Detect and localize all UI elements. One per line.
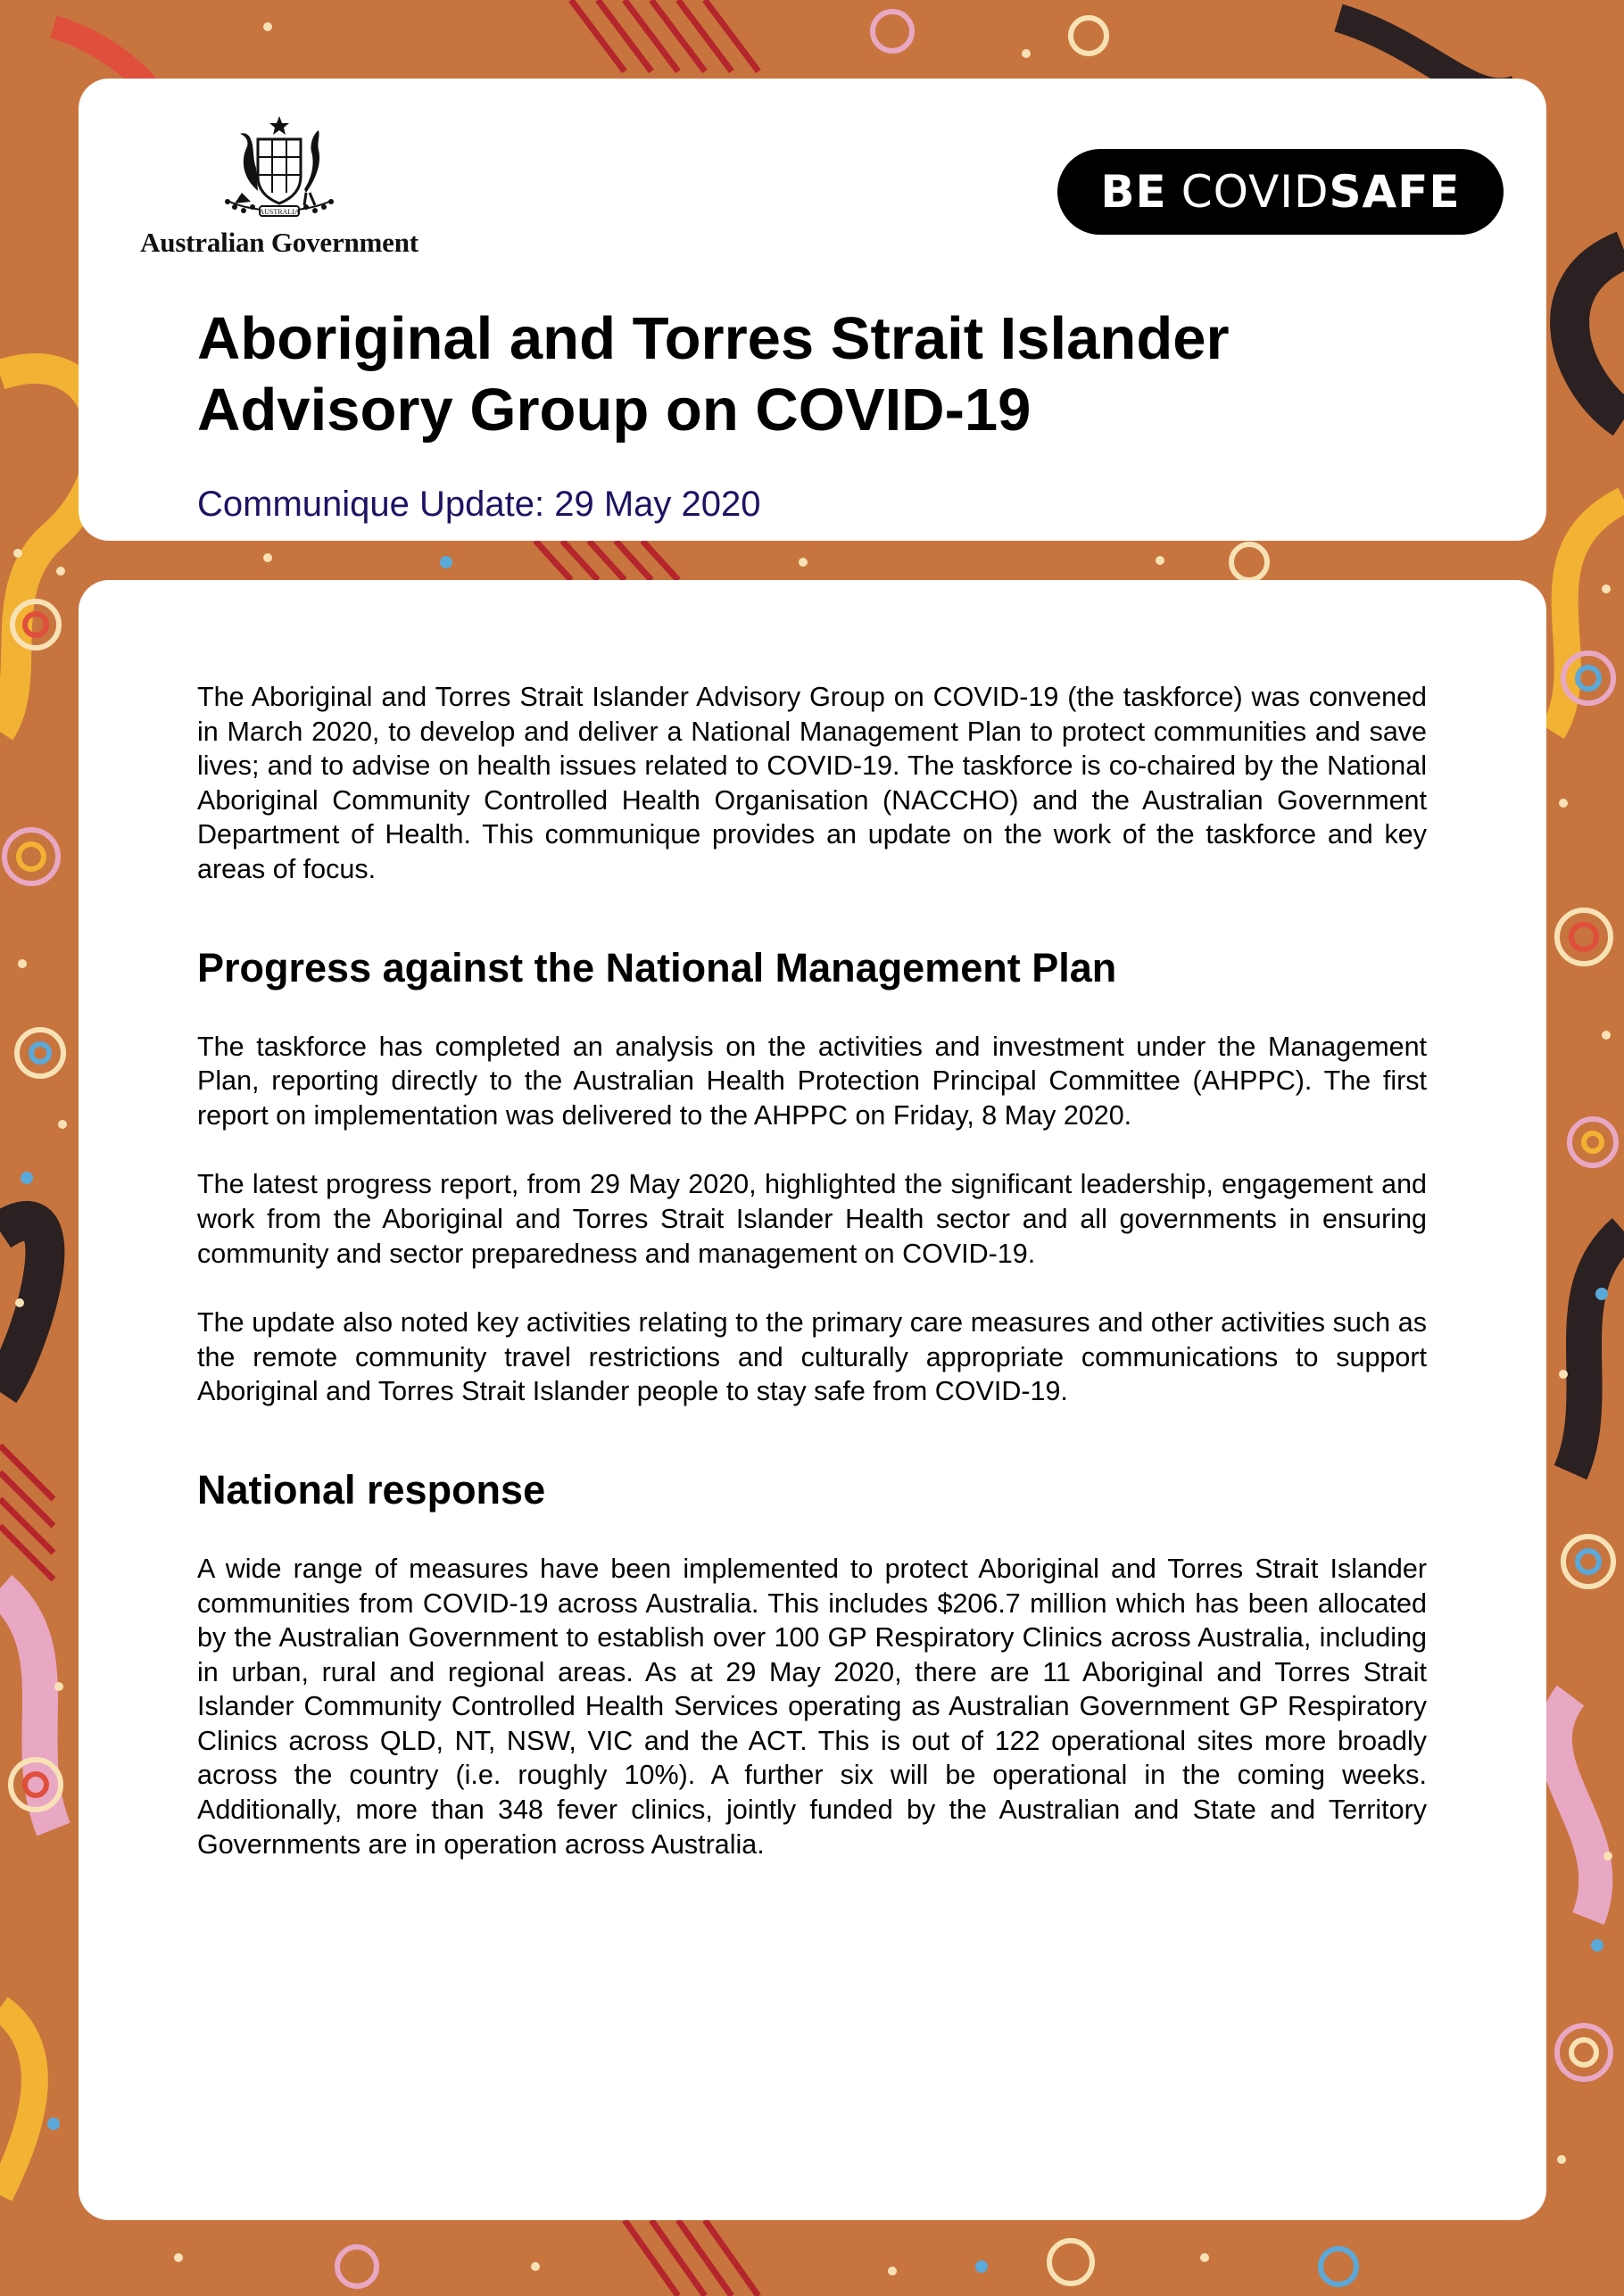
covidsafe-safe: SAFE xyxy=(1329,166,1461,218)
progress-paragraph-2: The latest progress report, from 29 May 2020, highlighted the significant leadership, engagement and work from the Aboriginal and Torres Strait Islander Health sector and all governments in ensuring community and sector preparedness and management on COVID-19. xyxy=(197,1169,1427,1269)
page-title: Aboriginal and Torres Strait Islander Advisory Group on COVID-19 xyxy=(197,305,1230,443)
crest-scroll-text: AUSTRALIA xyxy=(259,208,300,216)
document-content xyxy=(197,680,1427,1861)
progress-heading: Progress against the National Management Plan xyxy=(197,944,1117,991)
covidsafe-be: BE xyxy=(1100,166,1167,218)
intro-paragraph: The Aboriginal and Torres Strait Islander Advisory Group on COVID-19 (the taskforce) was convened in March 2020, to develop and deliver a National Management Plan to protect communities and save lives; and to advise on health issues related to COVID-19. The taskforce is co-chaired by the National Aboriginal Community Controlled Health Organisation (NACCHO) and the Australian Government Department of Health. This communique provides an update on the work of the taskforce and key areas of focus. xyxy=(197,682,1427,884)
covidsafe-logo xyxy=(1057,149,1504,235)
government-name: Australian Government xyxy=(140,227,418,258)
header-card xyxy=(79,79,1546,541)
body-card xyxy=(79,580,1546,2220)
progress-paragraph-1: The taskforce has completed an analysis on the activities and investment under the Management Plan, reporting directly to the Australian Health Protection Principal Committee (AHPPC). The first report on implementation was delivered to the AHPPC on Friday, 8 May 2020. xyxy=(197,1031,1427,1131)
covidsafe-covid: COVID xyxy=(1181,166,1330,218)
government-logo xyxy=(123,114,435,259)
national-response-heading: National response xyxy=(197,1466,546,1513)
page-subtitle: Communique Update: 29 May 2020 xyxy=(197,485,761,524)
progress-paragraph-3: The update also noted key activities relating to the primary care measures and other activities such as the remote community travel restrictions and culturally appropriate communications to support Aboriginal and Torres Strait Islander people to stay safe from COVID-19. xyxy=(197,1307,1427,1407)
national-response-paragraph: A wide range of measures have been implemented to protect Aboriginal and Torres Strait Islander communities from COVID-19 across Australia. This includes $206.7 million which has been allocated by the Australian Government to establish over 100 GP Respiratory Clinics across Australia, including in urban, rural and regional areas. As at 29 May 2020, there are 11 Aboriginal and Torres Strait Islander Community Controlled Health Services operating as Australian Government GP Respiratory Clinics across QLD, NT, NSW, VIC and the ACT. This is out of 122 operational sites more broadly across the country (i.e. roughly 10%). A further six will be operational in the coming weeks. Additionally, more than 348 fever clinics, jointly funded by the Australian and State and Territory Governments are in operation across Australia. xyxy=(197,1553,1427,1860)
coat-of-arms-icon xyxy=(199,114,360,221)
